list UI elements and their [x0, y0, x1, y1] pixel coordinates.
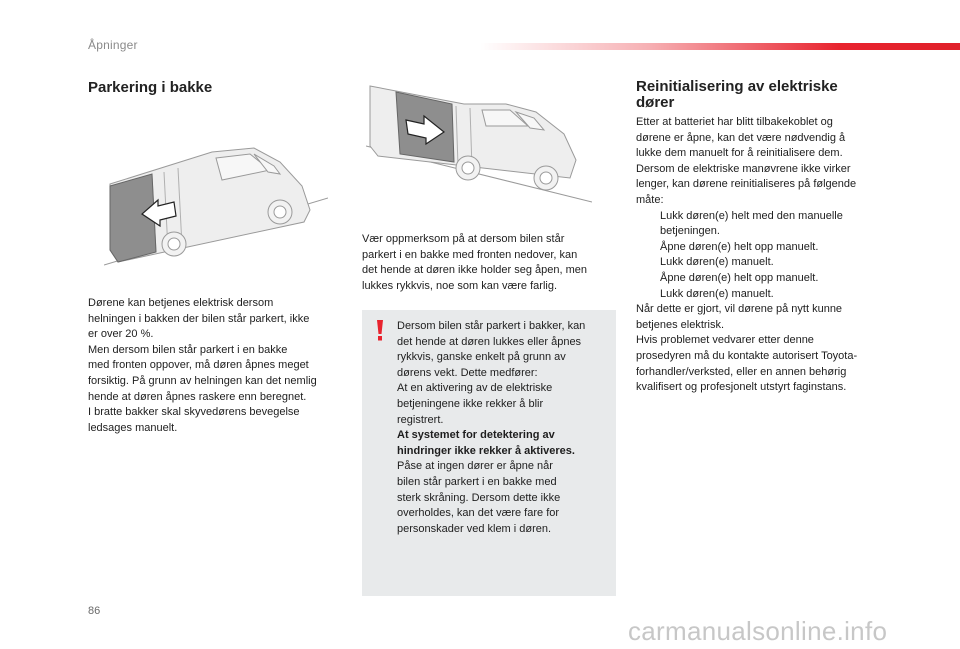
- text-line: lukkes rykkvis, noe som kan være farlig.: [362, 279, 558, 292]
- text-line: lukke dem manuelt for å reinitialisere dem.: [636, 147, 843, 160]
- text-line: hende at døren åpnes raskere enn beregnet.: [88, 390, 307, 403]
- bullet-icon: [636, 287, 660, 303]
- van-illustration-uphill: [104, 140, 328, 268]
- van-illustration-downhill: [366, 82, 592, 206]
- text-line: registrert.: [397, 413, 444, 426]
- text-line: det hende at døren ikke holder seg åpen, men: [362, 264, 588, 277]
- text-line: dørene er åpne, kan det være nødvendig å: [636, 131, 846, 144]
- text-line: I bratte bakker skal skyvedørens bevegelse: [88, 406, 300, 419]
- text-line: Hvis problemet vedvarer etter denne: [636, 334, 814, 347]
- heading-parking-slope: Parkering i bakke: [88, 79, 213, 96]
- text-line: forsiktig. På grunn av helningen kan det nemlig: [88, 374, 317, 387]
- paragraph-parking-slope: [88, 296, 343, 436]
- list-item: [636, 287, 891, 303]
- text-line: det hende at døren lukkes eller åpnes: [397, 335, 582, 348]
- text-line: Etter at batteriet har blitt tilbakekoblet og: [636, 116, 833, 128]
- list-item: [636, 240, 891, 256]
- text-line: At en aktivering av de elektriske: [397, 382, 553, 395]
- text-line: ledsages manuelt.: [88, 421, 178, 434]
- watermark: carmanualsonline.info: [628, 616, 888, 646]
- bullet-icon: [636, 240, 660, 256]
- text-line: prosedyren må du kontakte autorisert Toyota-: [636, 349, 858, 362]
- bullet-icon: [636, 209, 660, 240]
- list-item-text: [660, 209, 843, 240]
- text-line: betjeningen.: [660, 225, 720, 238]
- text-line: bilen står parkert i en bakke med: [397, 475, 557, 488]
- text-line: lenger, kan dørene reinitialiseres på følgende: [636, 178, 857, 191]
- text-line: Påse at ingen dører er åpne når: [397, 460, 553, 473]
- exclamation-icon: [376, 320, 384, 342]
- list-item: [636, 255, 891, 271]
- paragraph-downhill-warning: [362, 232, 612, 294]
- text-line-bold: At systemet for detektering av: [397, 429, 555, 442]
- text-line: Når dette er gjort, vil dørene på nytt kunne: [636, 303, 843, 316]
- list-item-text: Lukk døren(e) manuelt.: [660, 287, 774, 300]
- text-line: dørens vekt. Dette medfører:: [397, 366, 538, 379]
- text-line: Lukk døren(e) helt med den manuelle: [660, 209, 843, 222]
- text-line: betjeningene ikke rekker å blir: [397, 397, 544, 410]
- text-line: er over 20 %.: [88, 328, 154, 341]
- warning-box: [362, 310, 616, 596]
- list-item-text: Lukk døren(e) manuelt.: [660, 256, 774, 269]
- heading-reinitialize-doors: [636, 79, 886, 111]
- paragraph-reinitialize: [636, 115, 891, 396]
- list-item-text: Åpne døren(e) helt opp manuelt.: [660, 271, 819, 284]
- text-line: Dersom bilen står parkert i bakker, kan: [397, 320, 586, 332]
- text-line: betjenes elektrisk.: [636, 318, 725, 331]
- text-line: rykkvis, ganske enkelt på grunn av: [397, 351, 566, 364]
- list-item: [636, 209, 891, 240]
- text-line: helningen i bakken der bilen står parkert, ikke: [88, 312, 310, 325]
- list-item-text: Åpne døren(e) helt opp manuelt.: [660, 240, 819, 253]
- bullet-icon: [636, 271, 660, 287]
- text-line: kvalifisert og profesjonelt utstyrt faginstans.: [636, 381, 847, 394]
- bullet-icon: [636, 255, 660, 271]
- text-line: parkert i en bakke med fronten nedover, kan: [362, 248, 578, 261]
- warning-text: [397, 319, 609, 537]
- heading-line: Reinitialisering av elektriske: [636, 78, 838, 95]
- text-line: Dersom de elektriske manøvrene ikke virker: [636, 162, 851, 175]
- text-line: med fronten oppover, må døren åpnes meget: [88, 359, 309, 372]
- page-number: 86: [88, 605, 101, 617]
- section-title: Åpninger: [88, 38, 138, 52]
- text-line: forhandler/verksted, eller en annen behørig: [636, 365, 847, 378]
- text-line: Men dersom bilen står parkert i en bakke: [88, 343, 288, 356]
- text-line: sterk skråning. Dersom dette ikke: [397, 491, 561, 504]
- text-line: overholdes, kan det være fare for: [397, 507, 560, 520]
- text-line: måte:: [636, 193, 664, 206]
- header-accent-bar: [480, 43, 960, 50]
- text-line: Dørene kan betjenes elektrisk dersom: [88, 297, 274, 309]
- text-line-bold: hindringer ikke rekker å aktiveres.: [397, 444, 575, 457]
- list-item: [636, 271, 891, 287]
- text-line: Vær oppmerksom på at dersom bilen står: [362, 233, 565, 245]
- text-line: personskader ved klem i døren.: [397, 522, 552, 535]
- heading-line: dører: [636, 94, 675, 111]
